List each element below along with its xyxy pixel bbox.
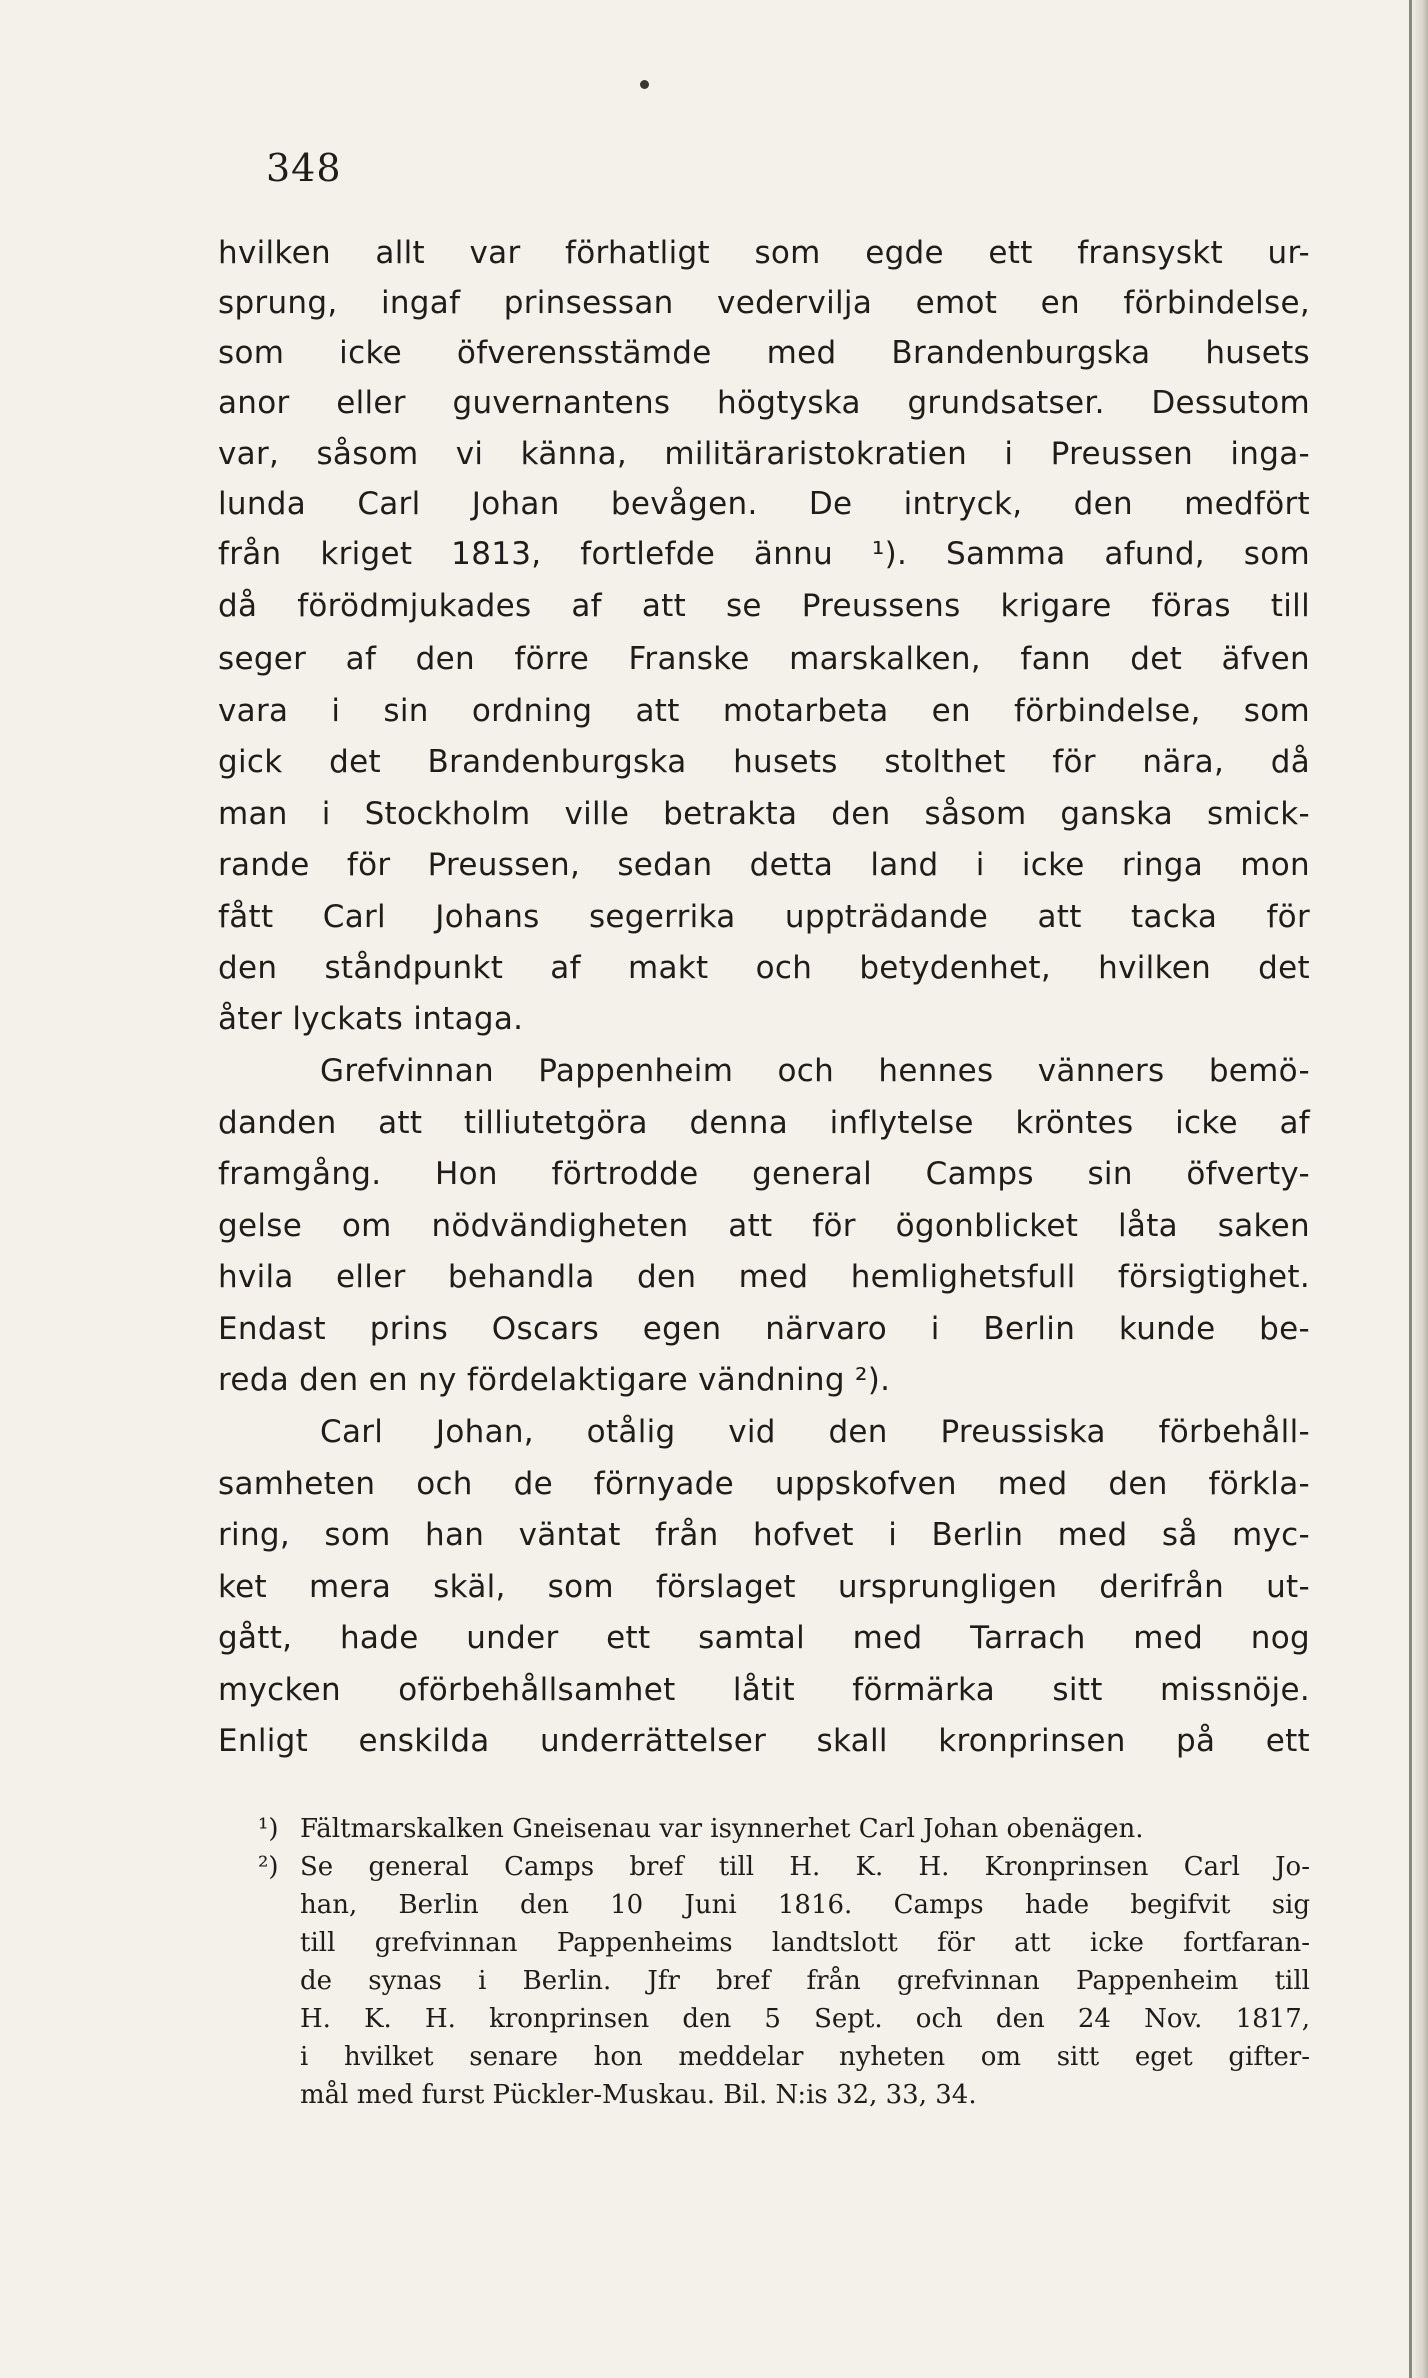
footnote-line: i hvilket senare hon meddelar nyheten om sitt eget gifter- [300,2042,1310,2072]
body-line: från kriget 1813, fortlefde ännu ¹). Samma afund, som [218,536,1310,572]
body-line: ket mera skäl, som förslaget ursprungligen derifrån ut- [218,1569,1310,1605]
footnote-marker: ¹) [258,1814,279,1844]
ink-speck [640,80,649,89]
body-line: sprung, ingaf prinsessan vedervilja emot en förbindelse, [218,285,1310,321]
body-line: fått Carl Johans segerrika uppträdande att tacka för [218,899,1310,935]
body-line: den ståndpunkt af makt och betydenhet, hvilken det [218,950,1310,986]
body-line: seger af den förre Franske marskalken, fann det äfven [218,641,1310,677]
body-line: rande för Preussen, sedan detta land i icke ringa mon [218,847,1310,883]
body-line: gått, hade under ett samtal med Tarrach med nog [218,1620,1310,1656]
body-line: samheten och de förnyade uppskofven med den förkla- [218,1466,1310,1502]
footnote-marker: ²) [258,1852,279,1882]
body-line: mycken oförbehållsamhet låtit förmärka sitt missnöje. [218,1672,1310,1708]
page-edge-line [1409,0,1412,2378]
body-line: som icke öfverensstämde med Brandenburgska husets [218,335,1310,371]
body-line: man i Stockholm ville betrakta den såsom ganska smick- [218,796,1310,832]
body-line: Endast prins Oscars egen närvaro i Berlin kunde be- [218,1311,1310,1347]
body-line: vara i sin ordning att motarbeta en förbindelse, som [218,693,1310,729]
body-line: ring, som han väntat från hofvet i Berlin med så myc- [218,1517,1310,1553]
footnote-line: Fältmarskalken Gneisenau var isynnerhet Carl Johan obenägen. [300,1814,1144,1844]
body-line: hvilken allt var förhatligt som egde ett fransyskt ur- [218,235,1310,271]
paragraph-start-line: Grefvinnan Pappenheim och hennes vänners bemö- [320,1053,1310,1089]
body-line: anor eller guvernantens högtyska grundsatser. Dessutom [218,385,1310,421]
paragraph-start-line: Carl Johan, otålig vid den Preussiska förbehåll- [320,1414,1310,1450]
footnote-line: han, Berlin den 10 Juni 1816. Camps hade begifvit sig [300,1890,1310,1920]
footnote-line: mål med furst Pückler-Muskau. Bil. N:is 32, 33, 34. [300,2080,977,2110]
body-line: reda den en ny fördelaktigare vändning ²). [218,1362,891,1398]
footnote-line: H. K. H. kronprinsen den 5 Sept. och den 24 Nov. 1817, [300,2004,1310,2034]
body-line: åter lyckats intaga. [218,1001,524,1037]
body-line: var, såsom vi känna, militäraristokratien i Preussen inga- [218,436,1310,472]
footnote-line: de synas i Berlin. Jfr bref från grefvinnan Pappenheim till [300,1966,1310,1996]
body-line: gick det Brandenburgska husets stolthet för nära, då [218,744,1310,780]
page-number: 348 [266,146,342,190]
body-line: Enligt enskilda underrättelser skall kronprinsen på ett [218,1723,1310,1759]
footnote-line: Se general Camps bref till H. K. H. Kronprinsen Carl Jo- [300,1852,1310,1882]
body-line: framgång. Hon förtrodde general Camps sin öfverty- [218,1156,1310,1192]
body-line: danden att tilliutetgöra denna inflytelse kröntes icke af [218,1105,1310,1141]
body-line: hvila eller behandla den med hemlighetsfull försigtighet. [218,1259,1310,1295]
body-line: gelse om nödvändigheten att för ögonblicket låta saken [218,1208,1310,1244]
body-line: då förödmjukades af att se Preussens krigare föras till [218,588,1310,624]
page-edge-shadow [1410,0,1428,2378]
footnote-line: till grefvinnan Pappenheims landtslott för att icke fortfaran- [300,1928,1310,1958]
body-line: lunda Carl Johan bevågen. De intryck, den medfört [218,486,1310,522]
